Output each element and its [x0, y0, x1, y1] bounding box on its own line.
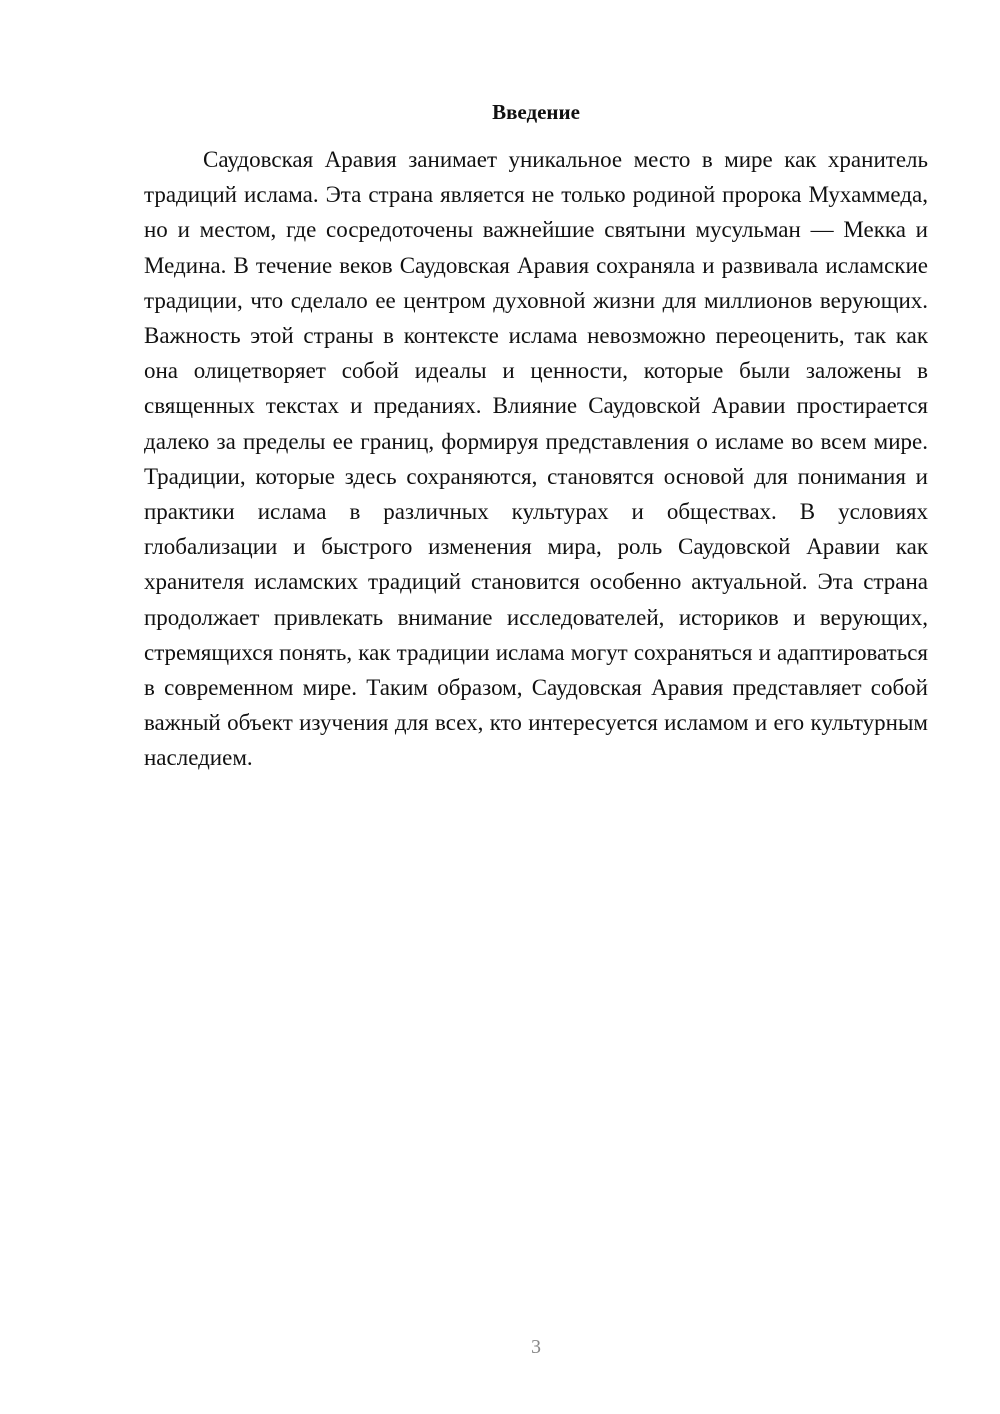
section-title: Введение	[492, 100, 580, 124]
body-paragraph: Саудовская Аравия занимает уникальное место в мире как хранитель традиций ислама. Эта страна является не только родиной пророка Мухаммеда, но и местом, где сосредоточены важнейшие святыни мусульман — Мекка и Медина. В течение веков Саудовская Аравия сохраняла и развивала исламские традиции, что сделало ее центром духовной жизни для миллионов верующих. Важность этой страны в контексте ислама невозможно переоценить, так как она олицетворяет собой идеалы и ценности, которые были заложены в священных текстах и преданиях. Влияние Саудовской Аравии простирается далеко за пределы ее границ, формируя представления о исламе во всем мире. Традиции, которые здесь сохраняются, становятся основой для понимания и практики ислама в различных культурах и обществах. В условиях глобализации и быстрого изменения мира, роль Саудовской Аравии как хранителя исламских традиций становится особенно актуальной. Эта страна продолжает привлекать внимание исследователей, историков и верующих, стремящихся понять, как традиции ислама могут сохраняться и адаптироваться в современном мире. Таким образом, Саудовская Аравия представляет собой важный объект изучения для всех, кто интересуется исламом и его культурным наследием.	[144, 147, 928, 771]
page-number: 3	[531, 1336, 541, 1358]
